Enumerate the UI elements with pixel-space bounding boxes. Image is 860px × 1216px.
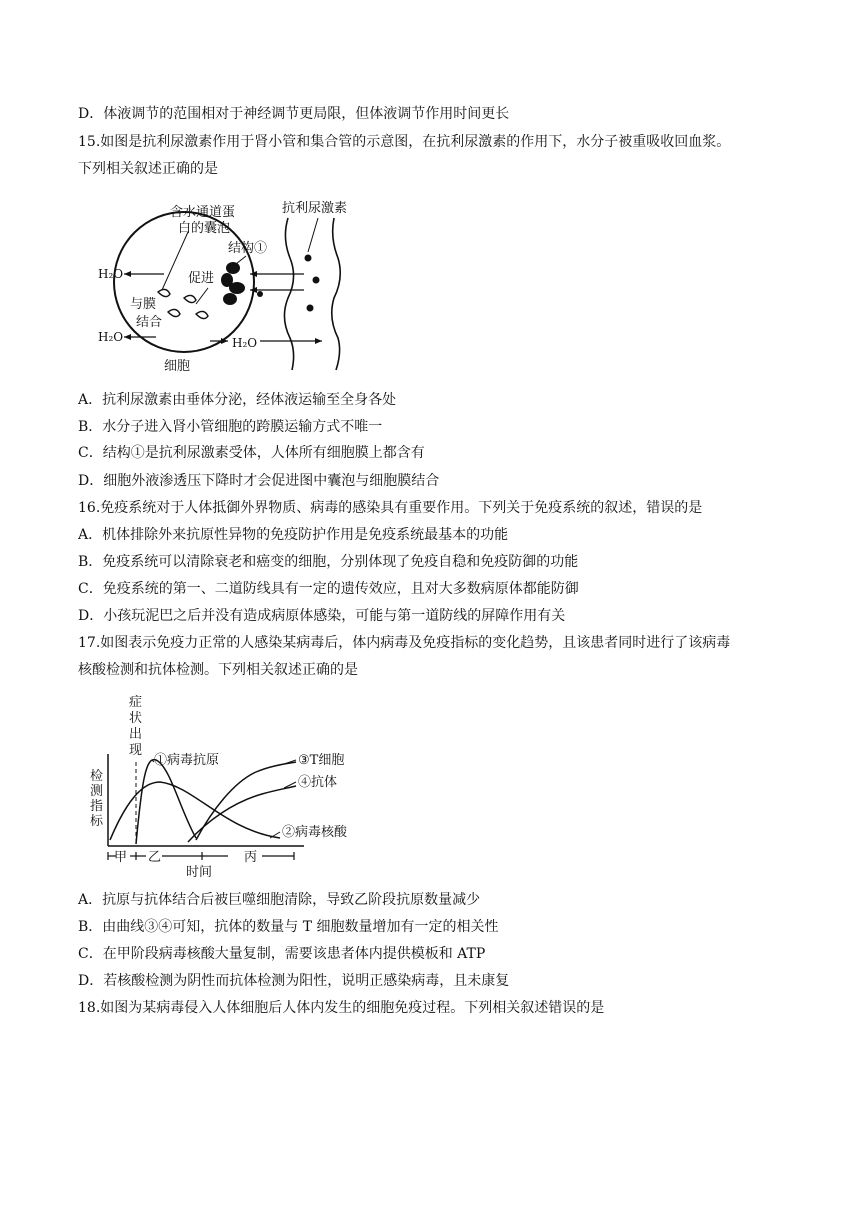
promote-label: 促进 <box>188 271 215 286</box>
hormone-label: 抗利尿激素 <box>282 201 348 216</box>
curve-virus-antigen <box>136 760 196 844</box>
bind-label-1: 与膜 <box>130 297 157 312</box>
y-axis-label-char: 测 <box>90 784 104 799</box>
q15-figure <box>96 196 358 376</box>
q15-option-b: B．水分子进入肾小管细胞的跨膜运输方式不唯一 <box>78 419 383 435</box>
q17-option-c: C．在甲阶段病毒核酸大量复制，需要该患者体内提供模板和 ATP <box>78 946 486 962</box>
q17-chart <box>84 690 366 880</box>
q17-option-a: A．抗原与抗体结合后被巨噬细胞清除，导致乙阶段抗原数量减少 <box>78 892 481 908</box>
q15-option-d: D．细胞外液渗透压下降时才会促进图中囊泡与细胞膜结合 <box>78 473 440 489</box>
vessel-left-wall <box>284 218 293 370</box>
q17-stem-line-2: 核酸检测和抗体检测。下列相关叙述正确的是 <box>78 662 358 678</box>
y-axis-label-char: 检 <box>90 769 104 784</box>
structure-label: 结构① <box>228 241 268 256</box>
marker-char-4: 现 <box>129 743 143 758</box>
phase-yi: 乙 <box>148 850 162 865</box>
q16-stem: 16.免疫系统对于人体抵御外界物质、病毒的感染具有重要作用。下列关于免疫系统的叙述，错误的是 <box>78 500 703 516</box>
series-label-3: ③T细胞 <box>298 753 345 768</box>
q17-option-d: D．若核酸检测为阴性而抗体检测为阳性，说明正感染病毒，且未康复 <box>78 973 510 989</box>
y-axis-label-char: 标 <box>90 814 104 829</box>
phase-bing: 丙 <box>244 850 258 865</box>
q18-stem: 18.如图为某病毒侵入人体细胞后人体内发生的细胞免疫过程。下列相关叙述错误的是 <box>78 1000 605 1016</box>
structure-1-blobs <box>221 262 245 305</box>
x-axis-label: 时间 <box>186 865 213 880</box>
cell-label: 细胞 <box>164 359 191 374</box>
y-axis-label <box>90 768 104 829</box>
q17-stem-line-1: 17.如图表示免疫力正常的人感染某病毒后，体内病毒及免疫指标的变化趋势，且该患者同时进行了该病毒 <box>78 635 731 651</box>
marker-char-1: 症 <box>129 695 143 710</box>
y-axis-label-char: 指 <box>90 799 104 814</box>
q14-option-d: D．体液调节的范围相对于神经调节更局限，但体液调节作用时间更长 <box>78 106 510 122</box>
series-label-1: ①病毒抗原 <box>154 753 220 768</box>
vesicles <box>158 289 208 318</box>
h2o-label-bottom: H₂O <box>98 330 124 344</box>
vesicle-label-2: 白的囊泡 <box>178 221 231 236</box>
vesicle-label-1: 含水通道蛋 <box>170 205 236 220</box>
bind-label-2: 结合 <box>136 315 163 330</box>
phase-bracket <box>108 852 294 860</box>
h2o-label-top: H₂O <box>98 267 124 281</box>
marker-char-2: 状 <box>129 711 143 726</box>
q17-option-b: B．由曲线③④可知，抗体的数量与 T 细胞数量增加有一定的相关性 <box>78 919 499 935</box>
q16-option-c: C．免疫系统的第一、二道防线具有一定的遗传效应，且对大多数病原体都能防御 <box>78 581 579 597</box>
q15-stem-line-2: 下列相关叙述正确的是 <box>78 161 218 177</box>
q15-option-c: C．结构①是抗利尿激素受体，人体所有细胞膜上都含有 <box>78 445 425 461</box>
vessel-right-wall <box>332 218 341 370</box>
q16-option-a: A．机体排除外来抗原性异物的免疫防护作用是免疫系统最基本的功能 <box>78 527 509 543</box>
marker-char-3: 出 <box>129 727 143 742</box>
q16-option-b: B．免疫系统可以清除衰老和癌变的细胞，分别体现了免疫自稳和免疫防御的功能 <box>78 554 579 570</box>
series-label-4: ④抗体 <box>298 775 338 790</box>
q15-stem-line-1: 15.如图是抗利尿激素作用于肾小管和集合管的示意图，在抗利尿激素的作用下，水分子被重吸收回血浆。 <box>78 134 731 150</box>
series-label-2: ②病毒核酸 <box>282 825 348 840</box>
q15-option-a: A．抗利尿激素由垂体分泌，经体液运输至全身各处 <box>78 392 397 408</box>
curve-antibody <box>188 786 296 842</box>
h2o-label-out: H₂O <box>232 336 258 350</box>
q16-option-d: D．小孩玩泥巴之后并没有造成病原体感染，可能与第一道防线的屏障作用有关 <box>78 608 566 624</box>
phase-jia: 甲 <box>114 850 128 865</box>
